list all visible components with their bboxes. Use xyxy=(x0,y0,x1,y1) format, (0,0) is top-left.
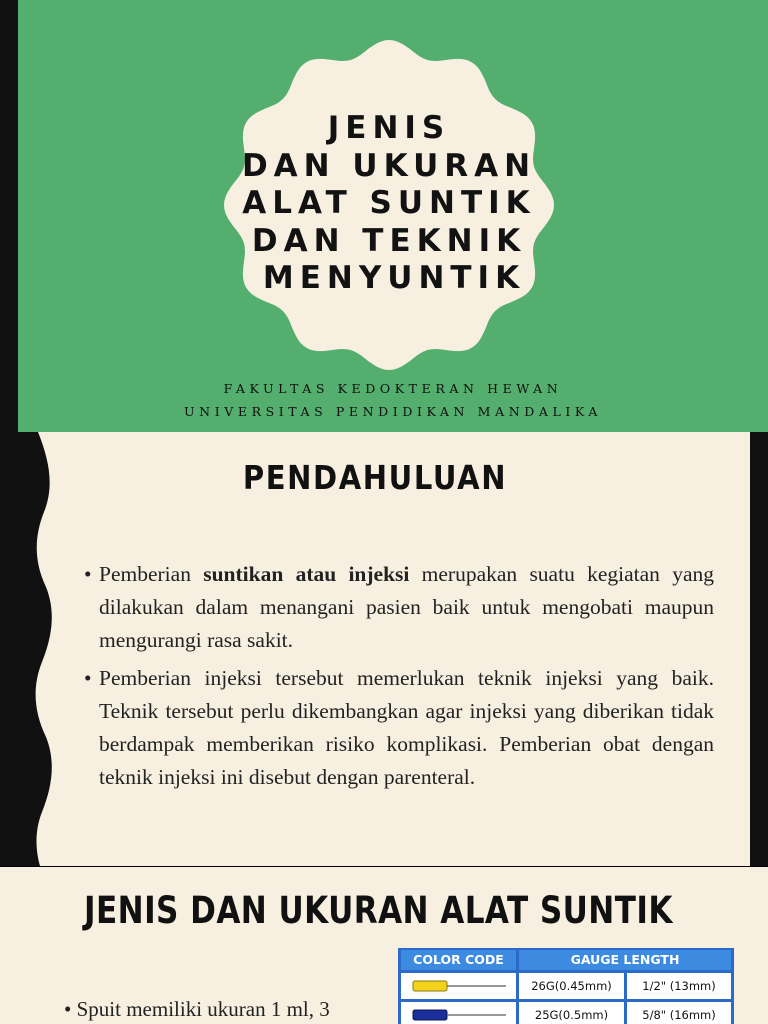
bullet-text-pre: Pemberian xyxy=(99,562,204,586)
bullet-item xyxy=(84,558,714,657)
bullet-item xyxy=(64,997,376,1022)
gauge-cell: 25G(0.5mm) xyxy=(519,1002,624,1024)
title-line: ALAT SUNTIK xyxy=(242,185,536,221)
length-cell: 5/8" (16mm) xyxy=(627,1002,731,1024)
bullet-text-post: merupakan suatu kegiatan yang dilakukan dalam menangani pasien baik untuk mengobati maupun mengurangi rasa sakit. xyxy=(99,562,714,652)
bullet-text: Pemberian injeksi tersebut memerlukan teknik injeksi yang baik. Teknik tersebut perlu dikembangkan agar injeksi yang diberikan tidak berdampak memberikan risiko komplikasi. Pemberian obat dengan teknik injeksi ini disebut dengan parenteral. xyxy=(99,666,714,789)
title-line: JENIS xyxy=(327,110,451,146)
needle-color-cell xyxy=(401,1002,516,1024)
blue-needle-icon xyxy=(401,1002,516,1024)
title-line: DAN UKURAN xyxy=(241,147,537,184)
slide-title xyxy=(222,110,556,298)
bullet-marker: • xyxy=(84,666,92,690)
faculty-subtitle: FAKULTAS KEDOKTERAN HEWAN xyxy=(223,381,563,396)
wavy-left-edge xyxy=(0,432,60,866)
needle-color-cell xyxy=(401,973,516,999)
section-heading: JENIS DAN UKURAN ALAT SUNTIK xyxy=(84,889,673,932)
intro-slide xyxy=(0,432,768,866)
gauge-cell: 26G(0.45mm) xyxy=(519,973,624,999)
section-heading: PENDAHULUAN xyxy=(242,458,508,497)
length-cell: 1/2" (13mm) xyxy=(627,973,731,999)
bullet-list xyxy=(84,558,714,799)
bullet-item xyxy=(84,662,714,794)
bullet-text-bold: suntikan atau injeksi xyxy=(203,562,410,586)
table-header-gauge-length: GAUGE LENGTH xyxy=(519,950,731,970)
table-header-color-code: COLOR CODE xyxy=(401,950,516,970)
bullet-text: Spuit memiliki ukuran 1 ml, 3 xyxy=(76,997,330,1021)
title-line: MENYUNTIK xyxy=(262,260,526,296)
yellow-needle-icon xyxy=(401,973,516,999)
title-line: DAN TEKNIK xyxy=(251,222,527,259)
title-slide xyxy=(0,0,768,432)
left-dark-bar xyxy=(0,0,18,432)
needle-gauge-table xyxy=(398,948,734,1024)
bullet-marker: • xyxy=(64,997,72,1021)
syringe-types-slide xyxy=(0,867,768,1024)
university-subtitle: UNIVERSITAS PENDIDIKAN MANDALIKA xyxy=(184,404,602,419)
bullet-marker: • xyxy=(84,562,92,586)
paper-background xyxy=(0,432,750,866)
